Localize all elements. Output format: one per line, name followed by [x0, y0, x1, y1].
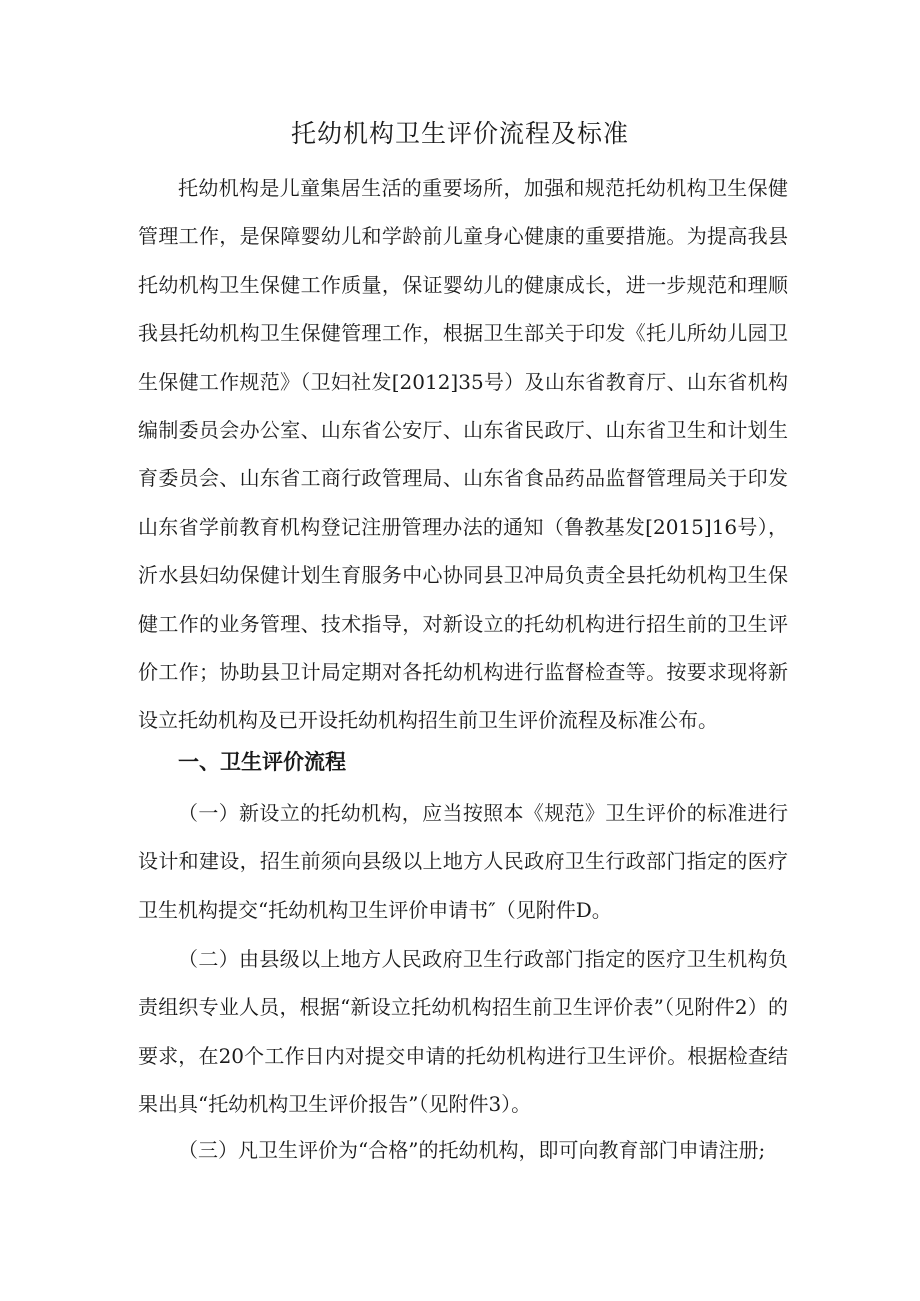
process-item-1: （一）新设立的托幼机构，应当按照本《规范》卫生评价的标准进行设计和建设，招生前须向县级以上地方人民政府卫生行政部门指定的医疗卫生机构提交“托幼机构卫生评价申请书″（见附件D。 [138, 801, 788, 922]
document-title: 托幼机构卫生评价流程及标准 [290, 119, 629, 148]
intro-paragraph: 托幼机构是儿童集居生活的重要场所，加强和规范托幼机构卫生保健管理工作，是保障婴幼儿和学龄前儿童身心健康的重要措施。为提高我县托幼机构卫生保健工作质量，保证婴幼儿的健康成长，进一步规范和理顺我县托幼机构卫生保健管理工作，根据卫生部关于印发《托儿所幼儿园卫生保健工作规范》（卫妇社发[2012]35号）及山东省教育厅、山东省机构编制委员会办公室、山东省公安厅、山东省民政厅、山东省卫生和计划生育委员会、山东省工商行政管理局、山东省食品药品监督管理局关于印发山东省学前教育机构登记注册管理办法的通知（鲁教基发[2015]16号），沂水县妇幼保健计划生育服务中心协同县卫冲局负责全县托幼机构卫生保健工作的业务管理、技术指导，对新设立的托幼机构进行招生前的卫生评价工作；协助县卫计局定期对各托幼机构进行监督检查等。按要求现将新设立托幼机构及已开设托幼机构招生前卫生评价流程及标准公布。 [138, 176, 788, 733]
section-heading-evaluation-process: 一、卫生评价流程 [178, 750, 346, 774]
process-item-3: （三）凡卫生评价为“合格”的托幼机构，即可向教育部门申请注册; [178, 1138, 766, 1162]
process-item-2: （二）由县级以上地方人民政府卫生行政部门指定的医疗卫生机构负责组织专业人员，根据“新设立托幼机构招生前卫生评价表”（见附件2）的要求，在20个工作日内对提交申请的托幼机构进行卫生评价。根据检查结果出具“托幼机构卫生评价报告”（见附件3）。 [138, 947, 788, 1117]
